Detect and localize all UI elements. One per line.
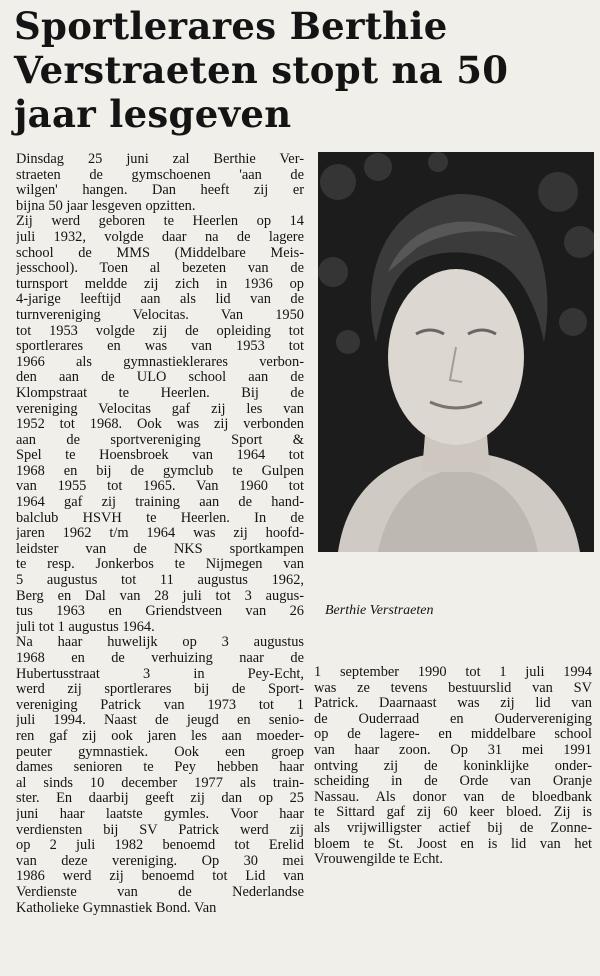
article-line: peuter gymnastiek. Ook een groep — [16, 744, 304, 760]
article-line: Nassau. Als donor van de bloedbank — [314, 789, 592, 805]
article-line: de Ouderraad en Oudervereniging — [314, 711, 592, 727]
article-line: turnsport meldde zij zich in 1936 op — [16, 276, 304, 292]
article-line: op 2 juli 1982 benoemd tot Erelid — [16, 838, 304, 854]
article-line: bloem te St. Joost en is lid van het — [314, 836, 592, 852]
headline-line-3: jaar lesgeven — [14, 92, 292, 136]
article-line: ontving zij de koninklijke onder- — [314, 758, 592, 774]
article-headline — [14, 4, 594, 136]
article-line: Zij werd geboren te Heerlen op 14 — [16, 214, 304, 230]
article-line: 1952 tot 1968. Ook was zij verbonden — [16, 417, 304, 433]
article-line: al sinds 10 december 1977 als train- — [16, 775, 304, 791]
article-line: Berg en Dal van 28 juli tot 3 augus- — [16, 588, 304, 604]
headline-line-2: Verstraeten stopt na 50 — [14, 48, 509, 92]
article-line: wilgen' hangen. Dan heeft zij er — [16, 183, 304, 199]
article-body-left-column — [16, 152, 304, 916]
article-line: op de lagere- en middelbare school — [314, 727, 592, 743]
article-line: tus 1963 en Griendstveen van 26 — [16, 604, 304, 620]
article-line: verdiensten bij SV Patrick werd zij — [16, 822, 304, 838]
article-line: 1968 en bij de gymclub te Gulpen — [16, 463, 304, 479]
article-line: Katholieke Gymnastiek Bond. Van — [16, 900, 217, 916]
article-line: 1986 werd zij benoemd tot Lid van — [16, 869, 304, 885]
portrait-image — [318, 152, 594, 552]
article-line: ster. En daarbij geeft zij dan op 25 — [16, 791, 304, 807]
article-line: Vrouwengilde te Echt. — [314, 852, 444, 868]
article-line: vereniging Velocitas gaf zij les van — [16, 401, 304, 417]
article-line: jesschool). Toen al bezeten van de — [16, 261, 304, 277]
article-line: 1 september 1990 tot 1 juli 1994 — [314, 665, 592, 680]
article-line: van haar zoon. Op 31 mei 1991 — [314, 742, 592, 758]
article-line: was ze tevens bestuurslid van SV — [314, 680, 592, 696]
article-line: 1968 en de verhuizing naar de — [16, 651, 304, 666]
article-line: scheiding in de Orde van Oranje — [314, 774, 592, 790]
article-line: Klompstraat te Heerlen. Bij de — [16, 385, 304, 401]
article-line: dames senioren te Pey hebben haar — [16, 760, 304, 776]
article-line: Na haar huwelijk op 3 augustus — [16, 635, 304, 651]
article-line: aan de sportvereniging Sport & — [16, 432, 304, 448]
article-line: vereniging Patrick van 1973 tot 1 — [16, 697, 304, 713]
article-line: sportlerares en was van 1953 tot — [16, 339, 304, 355]
headline-line-1: Sportlerares Berthie — [14, 4, 448, 48]
article-line: Verdienste van de Nederlandse — [16, 884, 304, 900]
article-line: bijna 50 jaar lesgeven opzitten. — [16, 198, 196, 214]
article-line: tot 1953 volgde zij de opleiding tot — [16, 323, 304, 339]
article-line: leidster van de NKS sportkampen — [16, 541, 304, 557]
article-line: Hubertusstraat 3 in Pey-Echt, — [16, 666, 304, 682]
article-line: school de MMS (Middelbare Meis- — [16, 245, 304, 261]
article-body-right-column — [314, 665, 592, 868]
article-line: Spel te Hoensbroek van 1964 tot — [16, 448, 304, 464]
article-line: den aan de ULO school aan de — [16, 370, 304, 386]
article-line: te resp. Jonkerbos te Nijmegen van — [16, 557, 304, 573]
photo-caption: Berthie Verstraeten — [325, 603, 434, 618]
article-line: turnvereniging Velocitas. Van 1950 — [16, 307, 304, 323]
article-line: Dinsdag 25 juni zal Berthie Ver- — [16, 152, 304, 167]
article-line: juli 1994. Naast de jeugd en senio- — [16, 713, 304, 729]
article-line: ren gaf zij ook jaren les aan moeder- — [16, 728, 304, 744]
article-line: te Sittard gaf zij 60 keer bloed. Zij is — [314, 805, 592, 821]
article-line: 5 augustus tot 11 augustus 1962, — [16, 573, 304, 589]
article-line: van 1955 tot 1965. Van 1960 tot — [16, 479, 304, 495]
article-line: 1964 gaf zij training aan de hand- — [16, 495, 304, 511]
article-line: jaren 1962 t/m 1964 was zij hoofd- — [16, 526, 304, 542]
portrait-photo — [318, 152, 594, 552]
article-line: als vrijwilligster actief bij de Zonne- — [314, 820, 592, 836]
article-line: juli 1932, volgde daar na de lagere — [16, 229, 304, 245]
article-line: 1966 als gymnastieklerares verbon- — [16, 354, 304, 370]
article-line: balclub HSVH te Heerlen. In de — [16, 510, 304, 526]
article-line: van deze vereniging. Op 30 mei — [16, 853, 304, 869]
article-line: juli tot 1 augustus 1964. — [16, 619, 155, 635]
article-line: juni haar laatste gymles. Voor haar — [16, 806, 304, 822]
article-line: Patrick. Daarnaast was zij lid van — [314, 696, 592, 712]
article-line: straeten de gymschoenen 'aan de — [16, 167, 304, 183]
article-line: werd zij sportlerares bij de Sport- — [16, 682, 304, 698]
article-line: 4-jarige leeftijd aan als lid van de — [16, 292, 304, 308]
